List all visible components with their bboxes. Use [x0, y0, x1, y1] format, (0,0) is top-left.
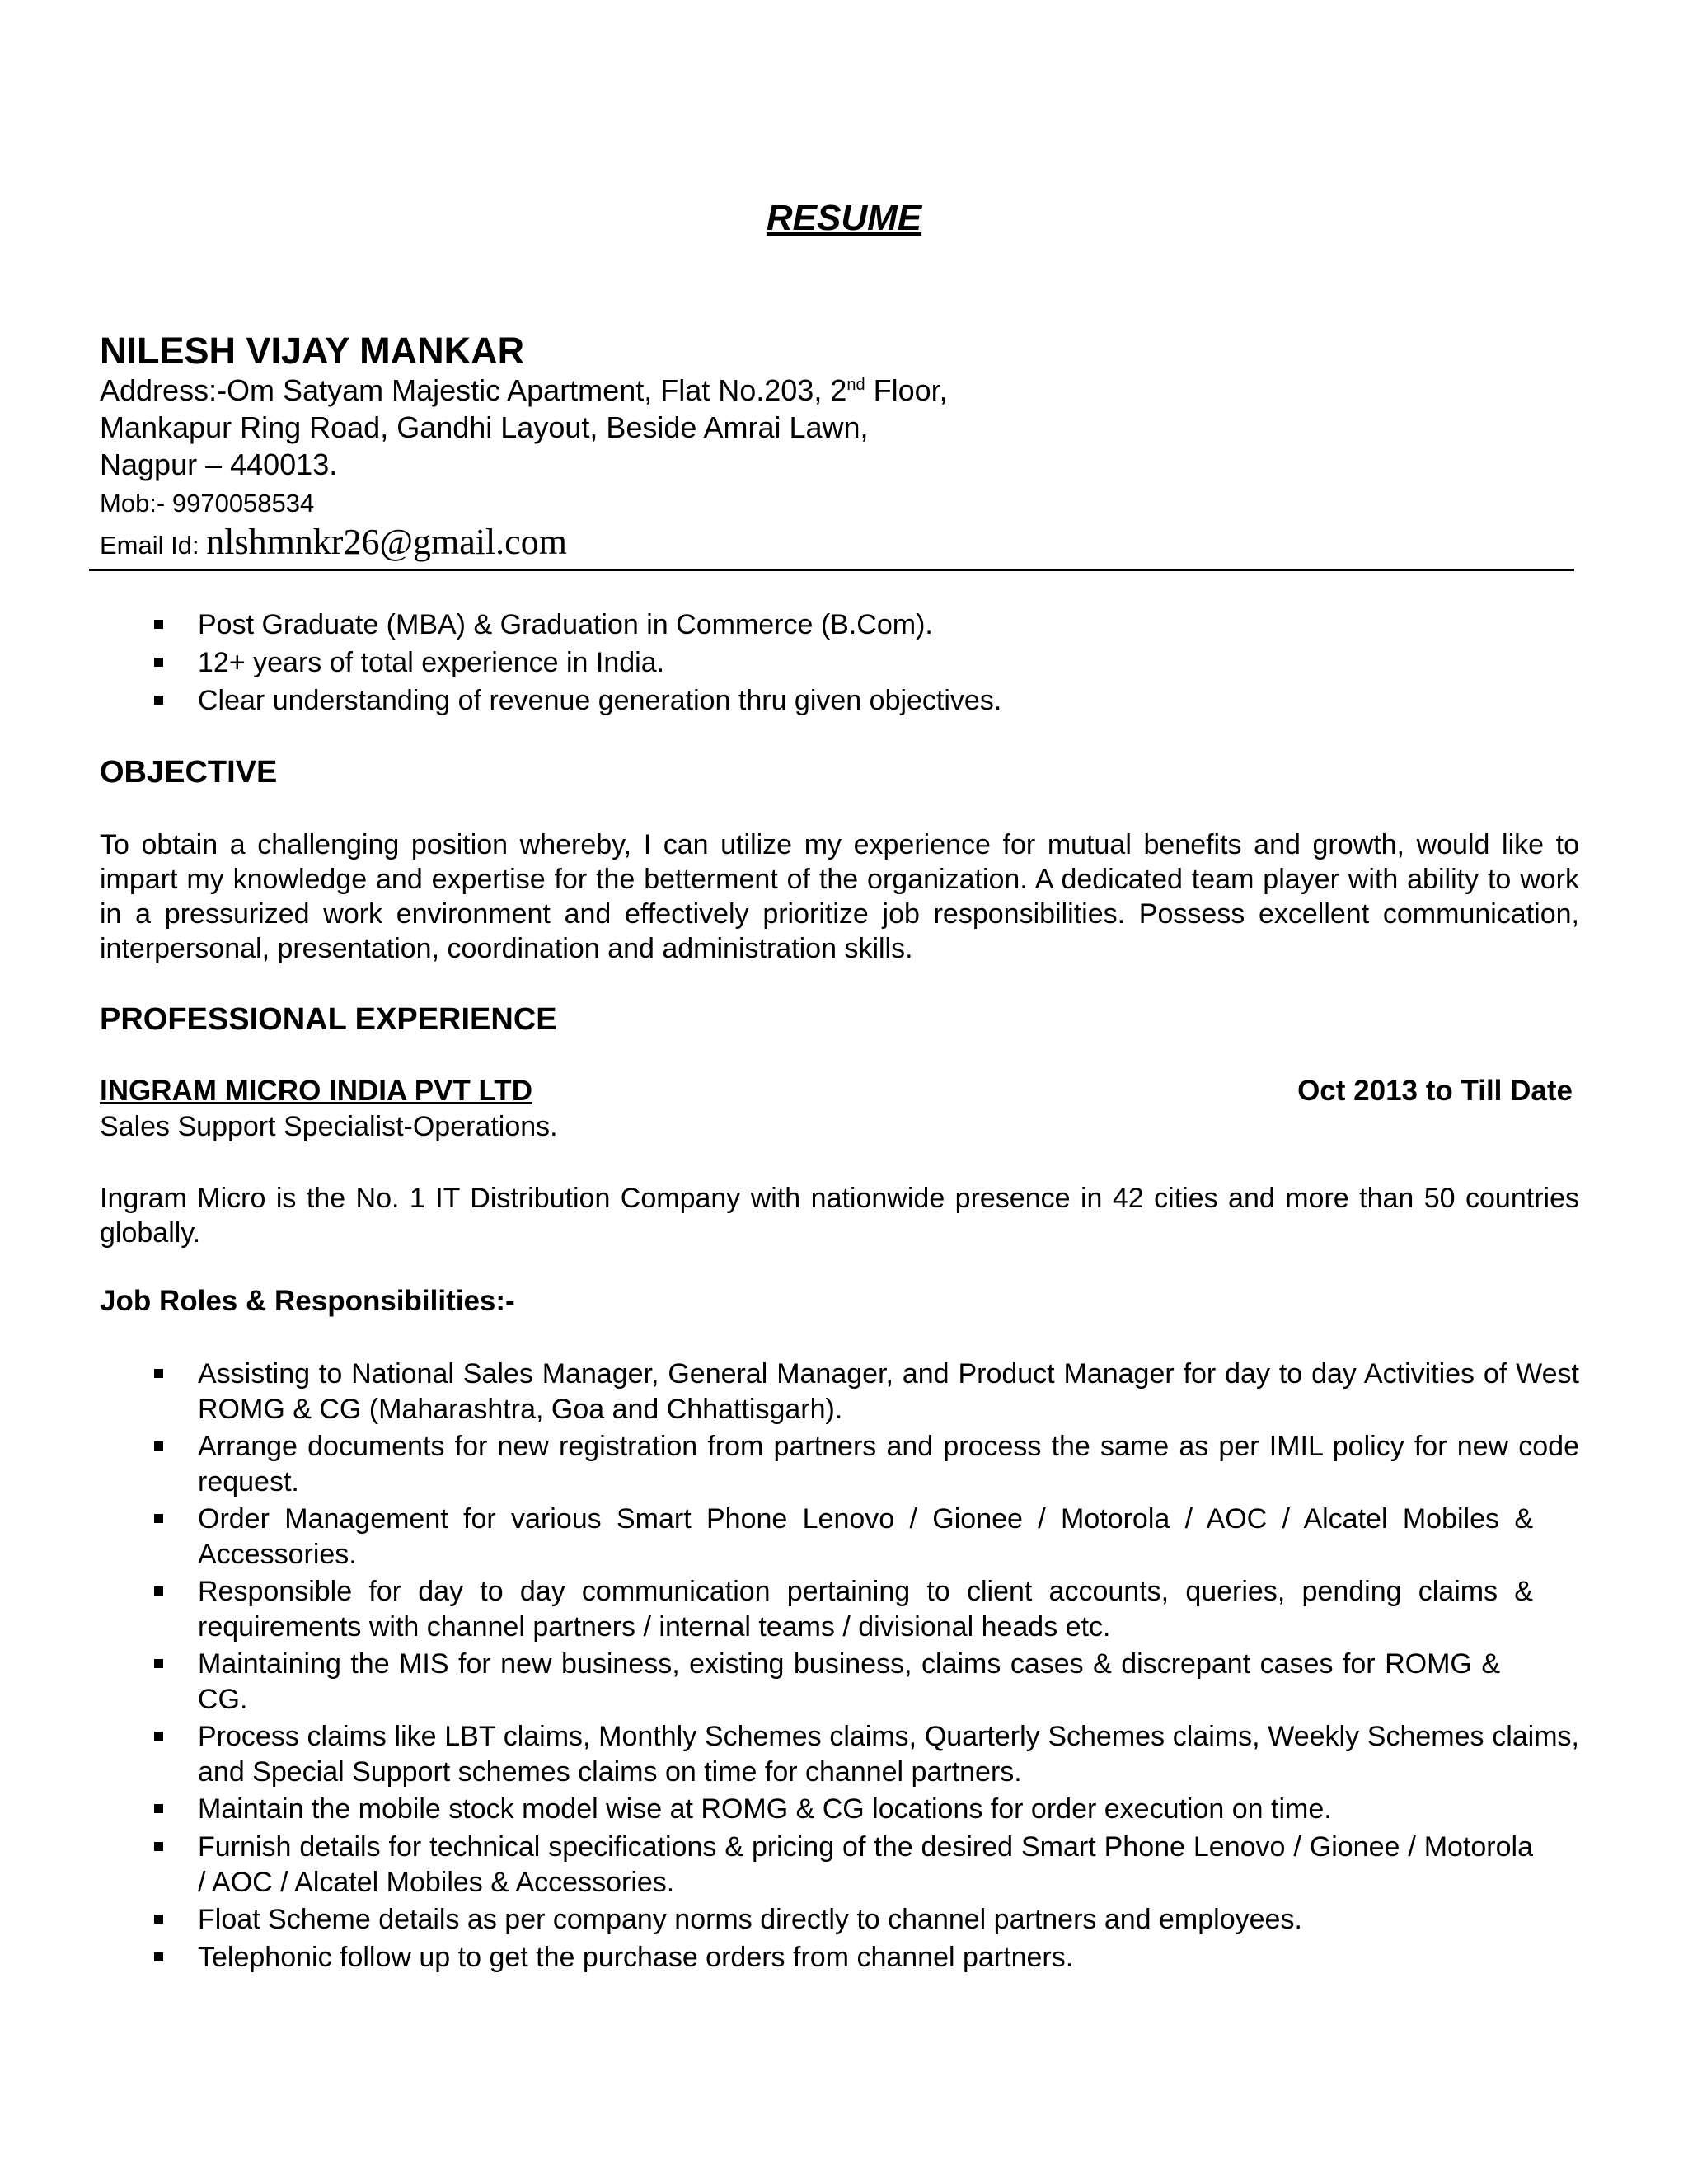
objective-heading: OBJECTIVE [100, 755, 278, 790]
address-line-3: Nagpur – 440013. [100, 448, 338, 481]
experience-heading: PROFESSIONAL EXPERIENCE [100, 1002, 557, 1037]
responsibility-item: Telephonic follow up to get the purchase orders from channel partners. [198, 1942, 1074, 1973]
responsibility-item: Arrange documents for new registration from partners and process the same as per IMIL policy for new code request. [198, 1431, 1579, 1497]
bullet-square-icon [154, 1659, 163, 1668]
responsibility-item: Maintaining the MIS for new business, existing business, claims cases & discrepant cases for ROMG & CG. [198, 1648, 1500, 1715]
address-line-2: Mankapur Ring Road, Gandhi Layout, Beside Amrai Lawn, [100, 410, 869, 444]
job-title: Sales Support Specialist-Operations. [100, 1111, 558, 1142]
bullet-square-icon [154, 1586, 163, 1596]
email-line: Email Id: nlshmnkr26@gmail.com [100, 522, 567, 562]
responsibility-item: Responsible for day to day communication pertaining to client accounts, queries, pending claims & requirements with channel partners / internal teams / divisional heads etc. [198, 1576, 1533, 1643]
bullet-square-icon [154, 620, 163, 629]
email-address: nlshmnkr26@gmail.com [206, 522, 567, 562]
responsibility-item: Float Scheme details as per company norms directly to channel partners and employees. [198, 1904, 1302, 1935]
company-name: INGRAM MICRO INDIA PVT LTD [100, 1075, 532, 1107]
bullet-square-icon [154, 696, 163, 705]
summary-item: Post Graduate (MBA) & Graduation in Commerce (B.Com). [198, 609, 933, 640]
responsibility-item: Maintain the mobile stock model wise at ROMG & CG locations for order execution on time. [198, 1793, 1332, 1825]
employment-dates: Oct 2013 to Till Date [1297, 1075, 1573, 1107]
responsibility-item: Furnish details for technical specifications & pricing of the desired Smart Phone Lenovo / Gionee / Motorola / AOC / Alcatel Mobiles & Accessories. [198, 1831, 1533, 1898]
address-line-1: Address:-Om Satyam Majestic Apartment, Flat No.203, 2nd Floor, [100, 373, 948, 407]
bullet-square-icon [154, 1369, 163, 1378]
bullet-square-icon [154, 1732, 163, 1741]
summary-item: Clear understanding of revenue generation thru given objectives. [198, 685, 1002, 716]
responsibility-item: Process claims like LBT claims, Monthly Schemes claims, Quarterly Schemes claims, Weekly Schemes claims, and Special Support schemes claims on time for channel partners. [198, 1721, 1579, 1788]
bullet-square-icon [154, 1441, 163, 1451]
mobile-number: Mob:- 9970058534 [100, 489, 315, 518]
bullet-square-icon [154, 1514, 163, 1523]
header-divider [89, 569, 1574, 571]
bullet-square-icon [154, 658, 163, 667]
company-description: Ingram Micro is the No. 1 IT Distribution Company with nationwide presence in 42 cities and more than 50 countries globally. [100, 1183, 1579, 1249]
bullet-square-icon [154, 1842, 163, 1851]
responsibilities-heading: Job Roles & Responsibilities:- [100, 1285, 515, 1317]
bullet-square-icon [154, 1915, 163, 1924]
responsibility-item: Order Management for various Smart Phone Lenovo / Gionee / Motorola / AOC / Alcatel Mobiles & Accessories. [198, 1503, 1533, 1570]
bullet-square-icon [154, 1804, 163, 1813]
summary-item: 12+ years of total experience in India. [198, 647, 665, 678]
objective-text: To obtain a challenging position whereby, I can utilize my experience for mutual benefits and growth, would like to impart my knowledge and expertise for the betterment of the organization. A dedicated team player with ability to work in a pressurized work environment and effectively prioritize job responsibilities. Possess excellent communication, interpersonal, presentation, coordination and administration skills. [100, 829, 1579, 964]
bullet-square-icon [154, 1952, 163, 1961]
responsibility-item: Assisting to National Sales Manager, General Manager, and Product Manager for day to day Activities of West ROMG & CG (Maharashtra, Goa and Chhattisgarh). [198, 1358, 1579, 1425]
candidate-name: NILESH VIJAY MANKAR [100, 330, 525, 372]
document-title: RESUME [766, 198, 922, 238]
